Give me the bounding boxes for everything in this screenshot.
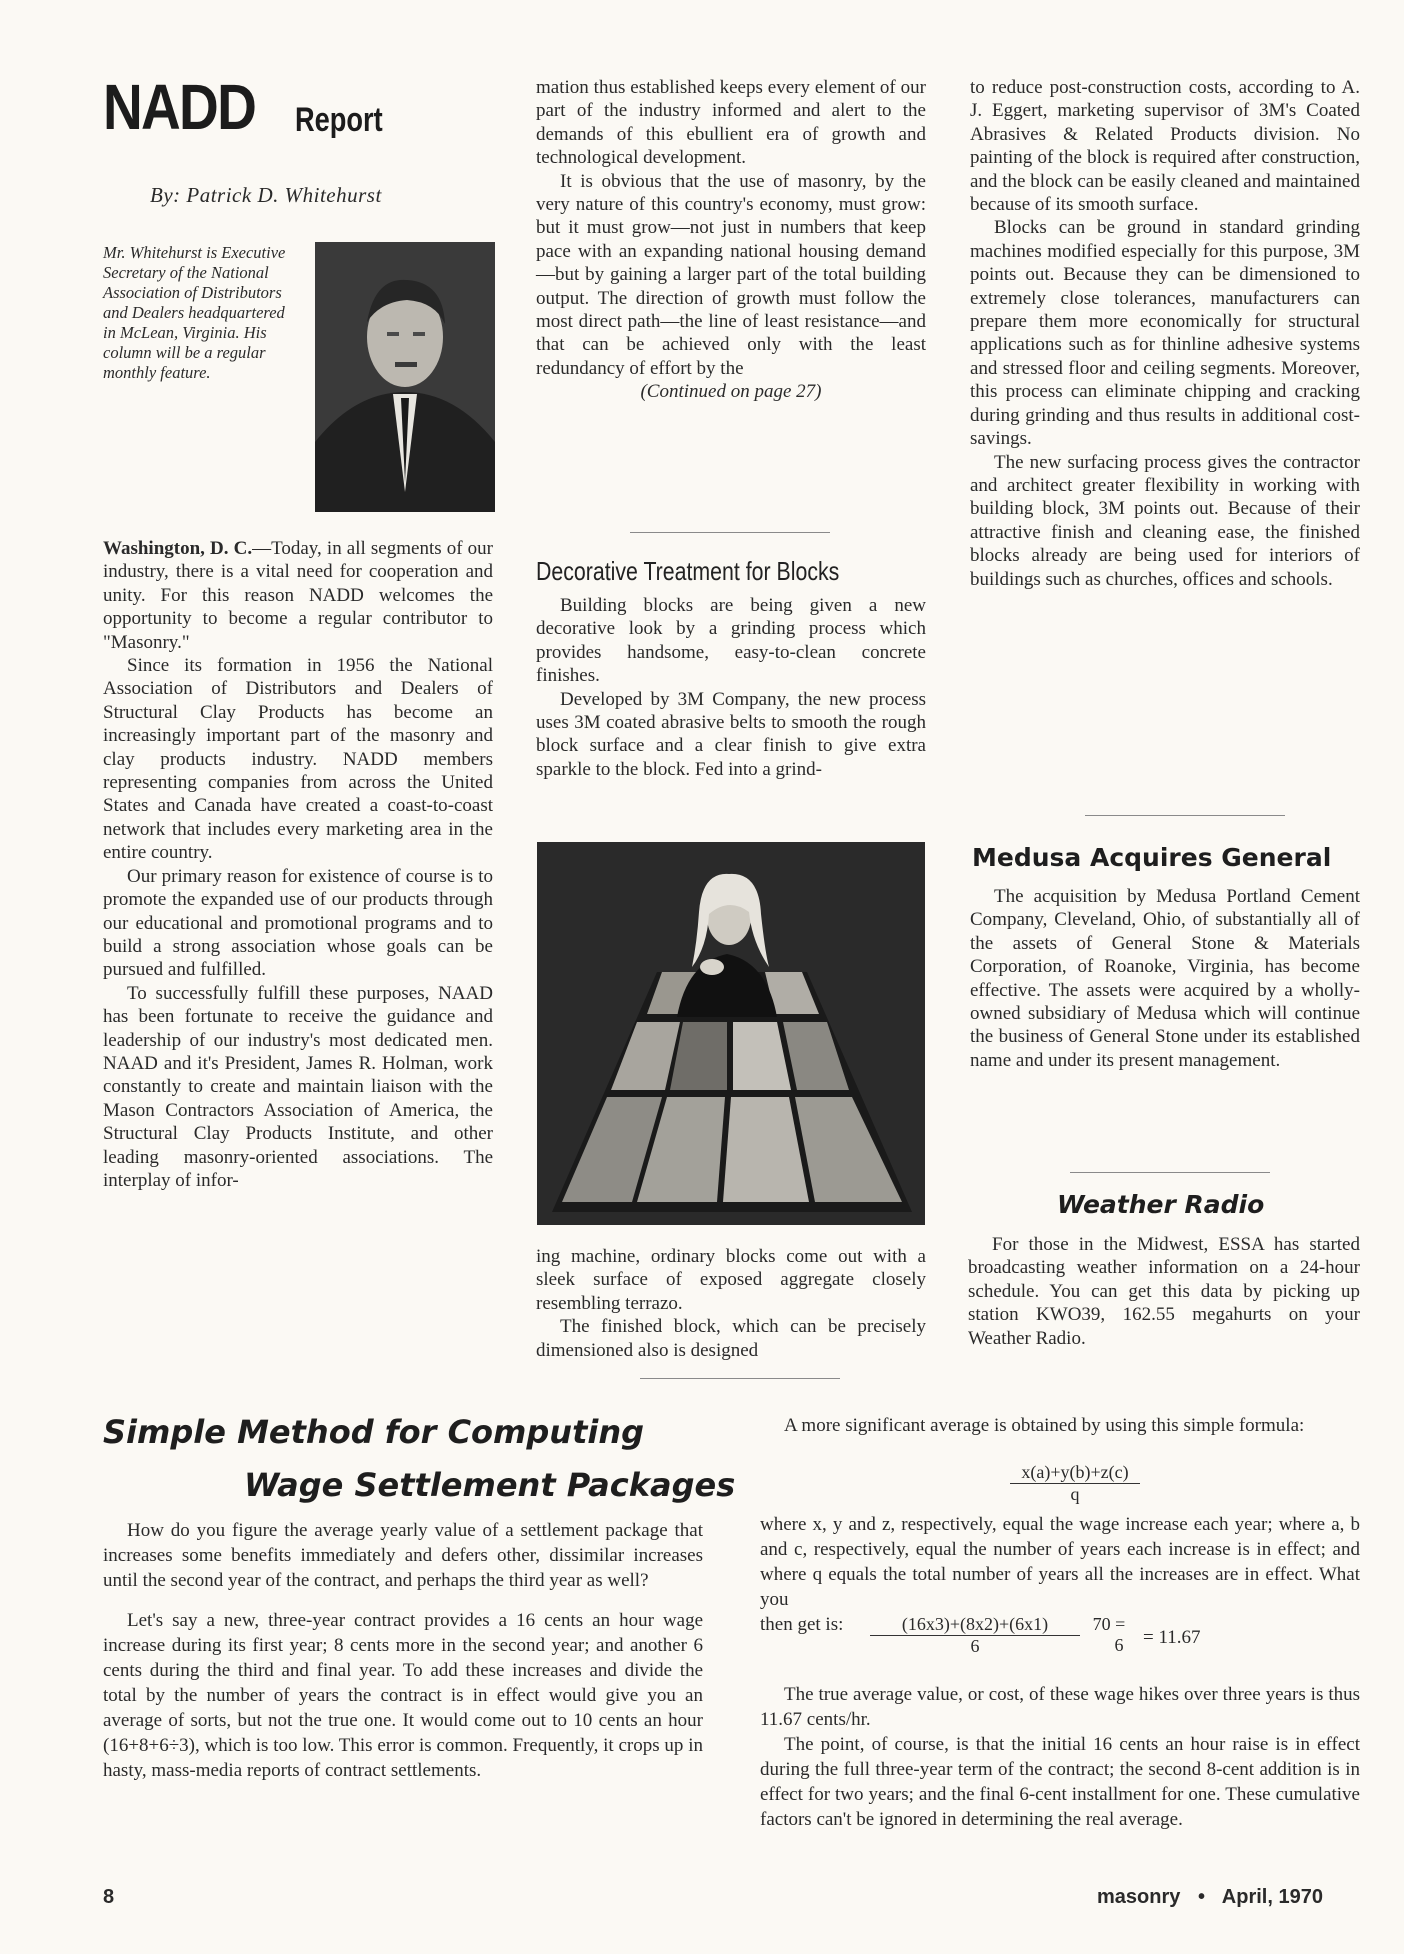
decorative-paragraph: Developed by 3M Company, the new process uses 3M coated abrasive belts to smooth the rough block surface and a clear finish to give extra sparkle to the block. Fed into a grind- (536, 688, 926, 780)
decorative-column-2a (536, 594, 926, 781)
medusa-paragraph: The acquisition by Medusa Portland Cement Company, Cleveland, Ohio, of substantially all of the assets of General Stone & Materials Corporation, of Roanoke, Virginia, has become effective. The assets were acquired by a wholly-owned subsidiary of Medusa which will continue the business of General Stone under its established name and under its present management. (970, 886, 1360, 1071)
decorative-column-3 (970, 76, 1360, 591)
block-image (537, 842, 925, 1225)
wage-paragraph: Let's say a new, three-year contract provides a 16 cents an hour wage increase during its first year; 8 cents more in the second year; and another 6 cents during the third and final year. To add these increases and divide the total by the number of years the contract is in effect would give you an average of sorts, but not the true one. It would come out to 10 cents an hour (16+8+6÷3), which is too low. This error is common. Frequently, it crops up in hasty, mass-media reports of contract settlements. (103, 1610, 703, 1781)
decorative-paragraph: to reduce post-construction costs, according to A. J. Eggert, marketing supervisor of 3M's Coated Abrasives & Related Products division. No painting of the block is required after construction, and the block can be easily cleaned and maintained because of its smooth surface. (970, 77, 1360, 216)
nadd-paragraph: mation thus established keeps every element of our part of the industry informed and alert to the demands of this ebullient era of growth and technological development. (536, 77, 926, 169)
masthead-title: NADD (103, 71, 256, 143)
block-photo (537, 842, 925, 1225)
wage-paragraph: How do you figure the average yearly value of a settlement package that increases some benefits immediately and defers other, dissimilar increases until the second year of the contract, and perhaps the third year as well? (103, 1520, 703, 1591)
calc-mid-numerator: 70 = (1092, 1614, 1126, 1634)
footer-magazine: masonry (1097, 1886, 1181, 1908)
medusa-column (970, 885, 1360, 1072)
decorative-paragraph: Building blocks are being given a new decorative look by a grinding process which provides handsome, easy-to-clean concrete finishes. (536, 595, 926, 687)
decorative-paragraph: Blocks can be ground in standard grinding machines modified especially for this purpose, 3M points out. Because they can be dimensioned to extremely close tolerances, manufacturers can prepare them more economically for structural applications such as for thinline adhesive systems and stressed floor and ceiling segments. Moreover, this process can eliminate chipping and cracking during grinding and thus results in additional cost-savings. (970, 217, 1360, 450)
wage-column-1 (103, 1518, 703, 1783)
page-number: 8 (103, 1886, 115, 1908)
decorative-paragraph: The new surfacing process gives the contractor and architect greater flexibility in working with building block, 3M points out. Because of their attractive finish and cleaning ease, the finished blocks already are being used for interiors of buildings such as churches, offices and schools. (970, 451, 1360, 590)
portrait-image (315, 242, 495, 512)
wage-paragraph: The point, of course, is that the initial 16 cents an hour raise is in effect during the full three-year term of the contract; the second 8-cent addition is in effect for two years; and the final 6-cent installment for one. These cumulative factors can't be ignored in determining the real average. (760, 1734, 1360, 1830)
nadd-paragraph: Since its formation in 1956 the National Association of Distributors and Dealers of Structural Clay Products has become an increasingly important part of the masonry and clay products industry. NADD members representing companies from across the United States and Canada have created a coast-to-coast network that includes every marketing area in the entire country. (103, 655, 493, 864)
nadd-paragraph: Our primary reason for existence of course is to promote the expanded use of our products through our educational and promotional programs and to build a strong association whose goals can be pursued and fulfilled. (103, 865, 493, 981)
nadd-paragraph: To successfully fulfill these purposes, NAAD has been fortunate to receive the guidance and leadership of our industry's most dedicated men. NAAD and it's President, James R. Holman, work constantly to create and maintain liaison with the Mason Contractors Association of America, the Structural Clay Products Institute, and other leading masonry-oriented associations. The interplay of infor- (103, 982, 493, 1191)
nadd-paragraph: Washington, D. C.—Today, in all segments of our industry, there is a vital need for cooperation and unity. For this reason NADD welcomes the opportunity to become a regular contributor to "Masonry." (103, 538, 493, 653)
footer-bullet: • (1197, 1886, 1205, 1908)
calc-denominator: 6 (870, 1635, 1080, 1657)
wage-paragraph: where x, y and z, respectively, equal the wage increase each year; where a, b and c, respectively, equal the number of years each increase is in effect; and where q equals the total number of years all the increases are in effect. What you (760, 1514, 1360, 1610)
weather-column (968, 1233, 1360, 1350)
formula (1010, 1462, 1140, 1505)
wage-column-2b (760, 1512, 1360, 1612)
wage-column-2c (760, 1682, 1360, 1832)
weather-paragraph: For those in the Midwest, ESSA has started broadcasting weather information on a 24-hour schedule. You can get this data by picking up station KWO39, 162.55 megahurts on your Weather Radio. (968, 1234, 1360, 1349)
wage-column-2a (760, 1413, 1360, 1438)
divider (630, 532, 830, 533)
dateline: Washington, D. C. (103, 538, 253, 559)
decorative-paragraph: The finished block, which can be precisely dimensioned also is designed (536, 1316, 926, 1361)
calc-result: = 11.67 (1143, 1627, 1201, 1648)
nadd-column-2 (536, 76, 926, 404)
author-portrait (315, 242, 495, 512)
divider (640, 1378, 840, 1379)
weather-heading: Weather Radio (1057, 1190, 1265, 1219)
formula-numerator: x(a)+y(b)+z(c) (1021, 1462, 1129, 1482)
wage-heading-line1: Simple Method for Computing (103, 1413, 645, 1451)
continued-note: (Continued on page 27) (640, 381, 822, 403)
calc-lead: then get is: (760, 1614, 844, 1635)
divider (1085, 815, 1285, 816)
masthead-subtitle: Report (295, 101, 383, 139)
nadd-paragraph: It is obvious that the use of masonry, by the very nature of this country's economy, must grow: but it must grow—not just in numbers that keep pace with an expanding national housing demand—but by gaining a larger part of the total building output. The direction of growth must follow the most direct path—the line of least resistance—and that can be achieved only with the least redundancy of effort by the (536, 170, 926, 379)
footer-publication (1097, 1886, 1323, 1909)
wage-paragraph: The true average value, or cost, of these wage hikes over three years is thus 11.67 cents/hr. (760, 1684, 1360, 1730)
formula-denominator: q (1010, 1483, 1140, 1505)
divider (1070, 1172, 1270, 1173)
decorative-paragraph: ing machine, ordinary blocks come out with a sleek surface of exposed aggregate closely resembling terrazo. (536, 1246, 926, 1314)
byline: By: Patrick D. Whitehurst (150, 183, 382, 207)
calc-mid (1084, 1614, 1134, 1656)
author-bio: Mr. Whitehurst is Executive Secretary of the National Association of Distributors and Dealers headquartered in McLean, Virginia. His column will be a regular monthly feature. (103, 243, 286, 382)
calc-mid-denominator: 6 (1114, 1635, 1124, 1655)
nadd-column-1 (103, 537, 493, 1192)
footer-date: April, 1970 (1221, 1886, 1323, 1908)
wage-heading-line2: Wage Settlement Packages (244, 1466, 736, 1504)
decorative-heading: Decorative Treatment for Blocks (536, 556, 840, 586)
wage-paragraph: A more significant average is obtained by using this simple formula: (784, 1415, 1305, 1436)
calc-fraction (870, 1614, 1080, 1657)
decorative-column-2b (536, 1245, 926, 1362)
medusa-heading: Medusa Acquires General (972, 843, 1332, 872)
calc-numerator: (16x3)+(8x2)+(6x1) (901, 1614, 1049, 1634)
